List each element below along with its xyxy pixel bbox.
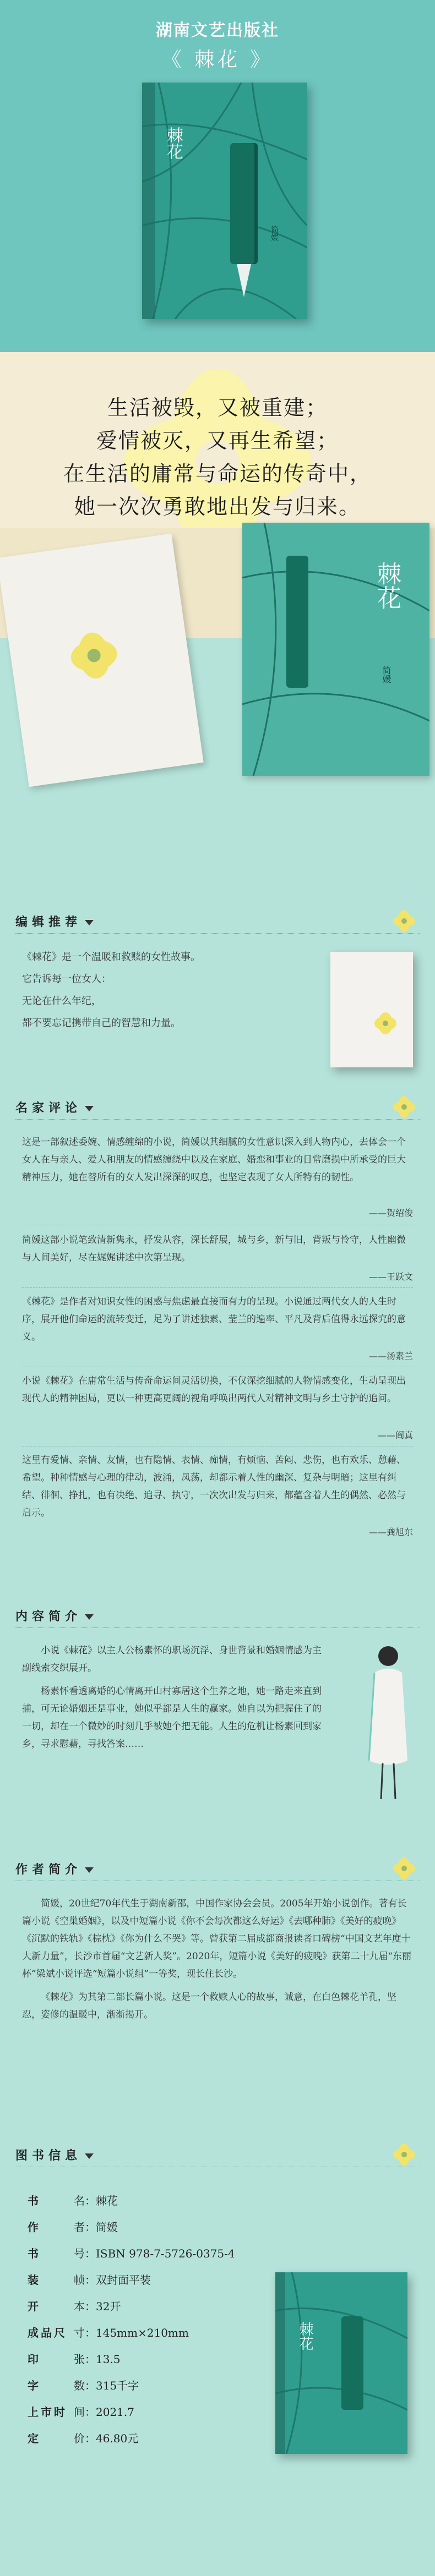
cover-branches-art (142, 83, 307, 319)
publisher-name: 湖南文艺出版社 (156, 21, 279, 40)
info-cover-art (275, 2272, 407, 2454)
section-rule (15, 1119, 420, 1120)
info-row-title: 书 名：棘花 (28, 2194, 118, 2207)
cover-title: 棘花 (164, 127, 183, 160)
section-heading-author: 作者简介 (15, 1861, 94, 1879)
editor-recommend-text: 《棘花》是一个温暖和救赎的女性故事。 它告诉每一位女人： 无论在什么年纪， 都不要忘记携带自己的智慧和力量。 (22, 951, 200, 1029)
info-cover-title: 棘花 (297, 2322, 313, 2350)
slogan-line-2: 爱情被灭，又再生希望； (96, 429, 339, 453)
review-text-2: 简媛这部小说笔致清新隽永，抒发从容，深长舒展，城与乡，新与旧，背叛与怜守，人性幽微与人间美好，尽在娓娓讲述中次第呈现。 (22, 1235, 406, 1263)
info-row-binding: 装 帧：双封面平装 (28, 2273, 151, 2287)
review-text-5: 这里有爱情、亲情、友情，也有隐情、表情、痴情，有烦恼、苦闷、悲伤，也有欢乐、憩藉、希望。种种情感与心理的律动，波涌，凤荡，却都示着人性的幽深、复杂与明暗；这里有纠结、徘徊、挣扎，也有决绝、追寻、执守，一次次出发与归来，都蕴含着人生的偶然、必然与启示。 (22, 1455, 406, 1519)
summary-text: 小说《棘花》以主人公杨素怀的职场沉浮、身世背景和婚姻情感为主副线索交织展开。 杨素怀看透离婚的心情离开山村寡居这个生养之地，她一路走来直到捕，可无论婚姻还是事业，她似乎都是人生的赢家。她自以为把握住了的一切，却在一个微妙的时刻几乎被她个把无能。人生的危机让杨素回到家乡，寻求慰藉，寻找答案…… (22, 1645, 322, 1750)
info-row-wordcount: 字 数：315千字 (28, 2379, 139, 2392)
flower-icon (392, 1095, 416, 1119)
flower-icon (392, 2142, 416, 2167)
embossed-flower-art (0, 534, 204, 787)
slogan-line-3: 在生活的庸常与命运的传奇中， (63, 462, 372, 486)
detail-cover-art (242, 523, 429, 776)
page-title: 《 棘花 》 (161, 48, 274, 71)
detail-photo-cover (242, 523, 429, 776)
slogan-line-4: 她一次次勇敢地出发与归来。 (74, 495, 361, 519)
info-row-format: 开 本：32开 (28, 2300, 121, 2313)
cover-author: 简媛 (270, 226, 279, 241)
info-row-sheets: 印 张：13.5 (28, 2353, 121, 2366)
review-signature-5: ——龚旭东 (368, 1527, 413, 1537)
review-signature-2: ——王跃文 (368, 1271, 413, 1282)
detail-cover-author: 简媛 (381, 666, 392, 683)
girl-illustration (358, 1640, 418, 1805)
book-cover-info (275, 2272, 407, 2454)
detail-photo-embossed (0, 534, 204, 787)
section-rule (15, 1627, 420, 1628)
review-signature-4: ——阎真 (377, 1430, 413, 1440)
book-cover-hero (142, 83, 307, 319)
slogan-line-1: 生活被毁，又被重建； (107, 396, 328, 420)
review-divider (22, 1287, 413, 1288)
review-text-3: 《棘花》是作者对知识女性的困惑与焦虑最直接而有力的呈现。小说通过两代女人的人生时序，展开他们命运的流转变迁，足为了讲述独素、莹兰的遍率、平凡及背后值得永远探究的意义。 (22, 1296, 406, 1342)
section-heading-bookinfo: 图书信息 (15, 2147, 94, 2166)
info-row-isbn: 书 号：ISBN 978-7-5726-0375-4 (28, 2247, 235, 2260)
fountain-pen-art (230, 143, 258, 264)
info-row-release: 上市时 间：2021.7 (28, 2405, 134, 2419)
flower-icon (392, 909, 416, 933)
review-signature-1: ——贺绍俊 (368, 1208, 413, 1218)
detail-cover-title: 棘花 (373, 561, 401, 610)
author-intro-text: 简媛，20世纪70年代生于湖南新邵，中国作家协会会员。2005年开始小说创作。著有长篇小说《空巢婚姻》，以及中短篇小说《你不会每次都这么好运》《去哪种肺》《美好的疲晚》《沉默的铁轨》《棕枕》《你为什么不哭》等。曾获第二届成都商报读者口碑榜“中国文艺年度十大新力量”，长沙市首届“文艺新人奖”。2020年，短篇小说《美好的疲晚》获第二十九届“东丽杯”梁斌小说评选“短篇小说组”一等奖，现长住长沙。 《棘花》为其第二部长篇小说。这是一个救赎人心的故事，诚意，在白色棘花羊孔，坚忍，姿修的温暖中，渐渐揭开。 (22, 1898, 412, 2020)
info-row-size: 成品尺 寸：145mm×210mm (28, 2326, 189, 2339)
section-heading-summary: 内容简介 (15, 1608, 94, 1626)
review-text-1: 这是一部叙述委婉、情感缠绵的小说，简媛以其细腻的女性意识深入到人物内心，去体会一个女人在与亲人、爱人和朋友的情感缠绕中以及在家庭、婚恋和事业的日常磨损中所承受的巨大精神压力，她在替所有的女人发出深深的叹息，也坚定表现了女人所特有的韧性。 (22, 1137, 406, 1183)
white-cover-flower-art (330, 952, 413, 1067)
section-heading-reviews: 名家评论 (15, 1099, 94, 1118)
info-row-price: 定 价：46.80元 (28, 2432, 139, 2445)
section-heading-editor: 编辑推荐 (15, 913, 94, 932)
section-rule (15, 933, 420, 934)
review-text-4: 小说《棘花》在庸常生活与传奇命运间灵活切换，不仅深挖细腻的人物情感变化，生动呈现出现代人的精神困局，更以一种更高更阔的视角呼唤出两代人对精神文明与乡土守护的追问。 (22, 1375, 406, 1404)
info-row-author: 作 者：简媛 (28, 2221, 118, 2234)
book-cover-white (330, 952, 413, 1067)
flower-icon (392, 1856, 416, 1881)
review-signature-3: ——汤素兰 (368, 1351, 413, 1361)
